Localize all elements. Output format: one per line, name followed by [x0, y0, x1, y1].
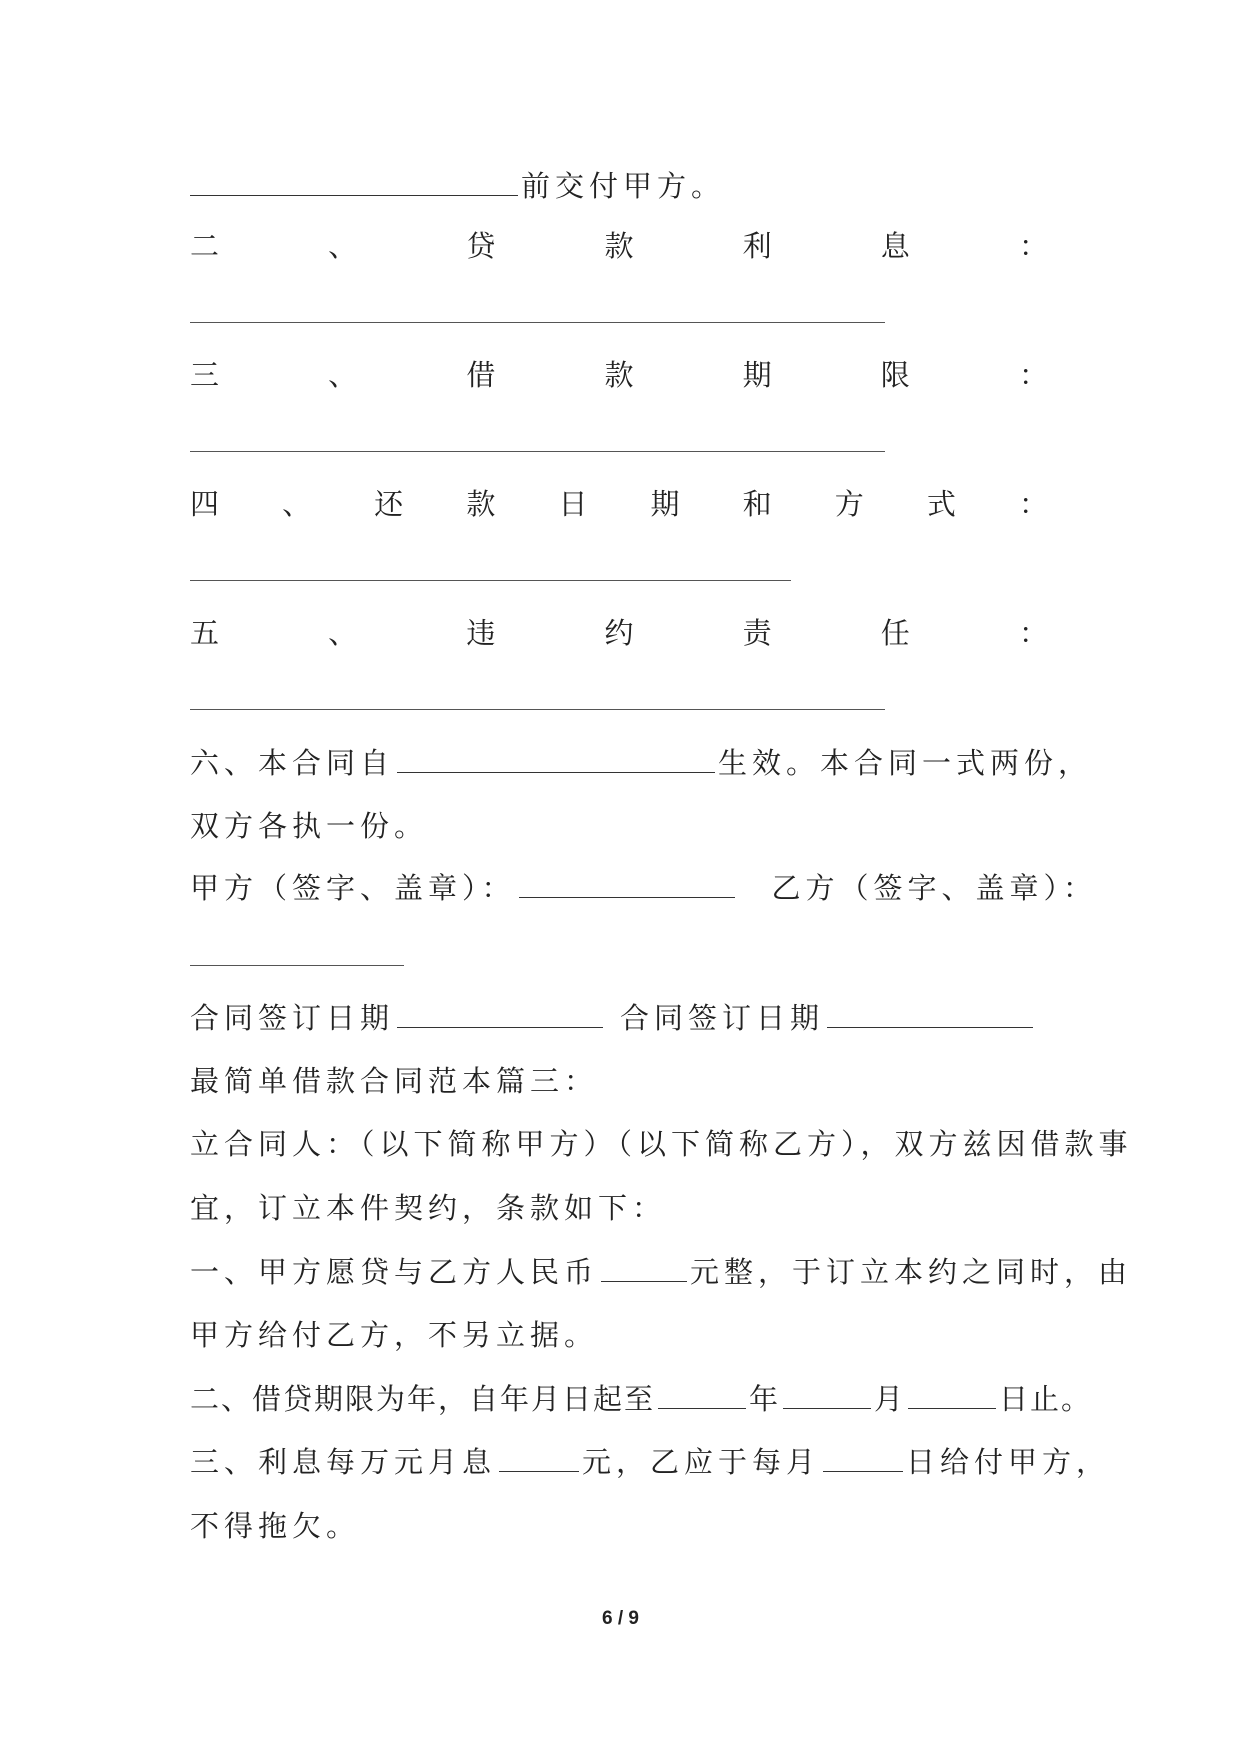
parties-text-a: 立合同人：（以下简称甲方）（以下简称乙方），双方兹因借款事 — [190, 1127, 1133, 1161]
heading-char: 二 — [190, 229, 220, 263]
heading-char: 款 — [604, 358, 634, 392]
interest-clause-cont — [190, 1508, 360, 1544]
clause-interest-heading — [190, 228, 1048, 264]
heading-char: 期 — [742, 358, 772, 392]
heading-char: 还 — [374, 487, 404, 521]
interest-clause — [190, 1444, 1110, 1480]
loan-amount-clause-cont — [190, 1317, 598, 1353]
heading-char: 违 — [466, 616, 496, 650]
heading-char: 、 — [328, 616, 358, 650]
interest-text-d: 不得拖欠。 — [190, 1509, 361, 1543]
blank-field — [908, 1382, 996, 1409]
interest-text-a: 三、利息每万元月息 — [190, 1445, 497, 1479]
heading-char: ： — [1018, 616, 1048, 650]
loan-amount-text-a: 一、甲方愿贷与乙方人民币 — [190, 1255, 599, 1289]
loan-amount-text-b: 元整，于订立本约之同时，由 — [690, 1255, 1133, 1289]
blank-field — [397, 746, 715, 773]
heading-char: 方 — [834, 487, 864, 521]
heading-char: 责 — [742, 616, 772, 650]
heading-char: 五 — [190, 616, 220, 650]
page-number: 6 / 9 — [602, 1608, 639, 1629]
blank-line-signature — [190, 965, 404, 966]
party-b-signature-label: 乙方（签字、盖章）： — [771, 871, 1098, 905]
clause-breach-heading — [190, 615, 1048, 651]
signing-date-label-b: 合同签订日期 — [620, 1001, 825, 1035]
line-delivery — [190, 168, 725, 204]
interest-text-c: 日给付甲方， — [906, 1445, 1111, 1479]
blank-field — [499, 1445, 579, 1472]
effective-text-a: 六、本合同自 — [190, 746, 395, 780]
heading-char: 和 — [742, 487, 772, 521]
clause-effective-cont — [190, 808, 428, 844]
heading-char: ： — [1018, 229, 1048, 263]
heading-char: 三 — [190, 358, 220, 392]
parties-text-b: 宜，订立本件契约，条款如下： — [190, 1191, 667, 1225]
loan-term-text-b: 年 — [749, 1382, 781, 1416]
interest-text-b: 元，乙应于每月 — [582, 1445, 821, 1479]
loan-term-text-a: 二、借贷期限为年，自年月日起至 — [190, 1382, 656, 1416]
blank-field — [827, 1001, 1033, 1028]
loan-amount-clause — [190, 1254, 1132, 1290]
heading-char: 四 — [190, 487, 220, 521]
blank-line-repayment — [190, 580, 791, 581]
clause-repayment-heading — [190, 486, 1048, 522]
parties-paragraph-cont — [190, 1190, 666, 1226]
signing-date-label-a: 合同签订日期 — [190, 1001, 395, 1035]
parties-paragraph — [190, 1126, 1133, 1162]
heading-char: 约 — [604, 616, 634, 650]
blank-field — [519, 871, 735, 898]
delivery-text: 前交付甲方。 — [521, 169, 726, 203]
heading-char: 任 — [880, 616, 910, 650]
blank-field — [823, 1445, 903, 1472]
effective-text-b: 生效。本合同一式两份， — [718, 746, 1093, 780]
blank-field — [658, 1382, 746, 1409]
loan-term-text-c: 月 — [874, 1382, 906, 1416]
blank-field — [190, 169, 518, 196]
blank-field — [783, 1382, 871, 1409]
loan-term-text-d: 日止。 — [999, 1382, 1093, 1416]
loan-term-clause — [190, 1381, 1092, 1417]
heading-char: 、 — [282, 487, 312, 521]
signature-line — [190, 870, 1097, 906]
blank-line-breach — [190, 709, 885, 710]
heading-char: 借 — [466, 358, 496, 392]
blank-field — [601, 1255, 687, 1282]
heading-char: 、 — [328, 229, 358, 263]
party-a-signature-label: 甲方（签字、盖章）： — [190, 871, 516, 905]
signing-date-line — [190, 1000, 1036, 1036]
loan-amount-text-c: 甲方给付乙方，不另立据。 — [190, 1318, 599, 1352]
clause-effective — [190, 745, 1092, 781]
heading-char: 、 — [328, 358, 358, 392]
blank-line-term — [190, 451, 885, 452]
heading-char: 利 — [742, 229, 772, 263]
heading-char: ： — [1018, 487, 1048, 521]
heading-char: 款 — [466, 487, 496, 521]
blank-field — [397, 1001, 603, 1028]
heading-char: 式 — [926, 487, 956, 521]
heading-char: 限 — [880, 358, 910, 392]
heading-char: 期 — [650, 487, 680, 521]
heading-char: 贷 — [466, 229, 496, 263]
effective-text-c: 双方各执一份。 — [190, 809, 429, 843]
clause-term-heading — [190, 357, 1048, 393]
section-heading — [190, 1063, 598, 1099]
heading-char: 日 — [558, 487, 588, 521]
heading-char: 息 — [880, 229, 910, 263]
section-heading-text: 最简单借款合同范本篇三： — [190, 1064, 599, 1098]
heading-char: ： — [1018, 358, 1048, 392]
blank-line-interest — [190, 322, 885, 323]
heading-char: 款 — [604, 229, 634, 263]
